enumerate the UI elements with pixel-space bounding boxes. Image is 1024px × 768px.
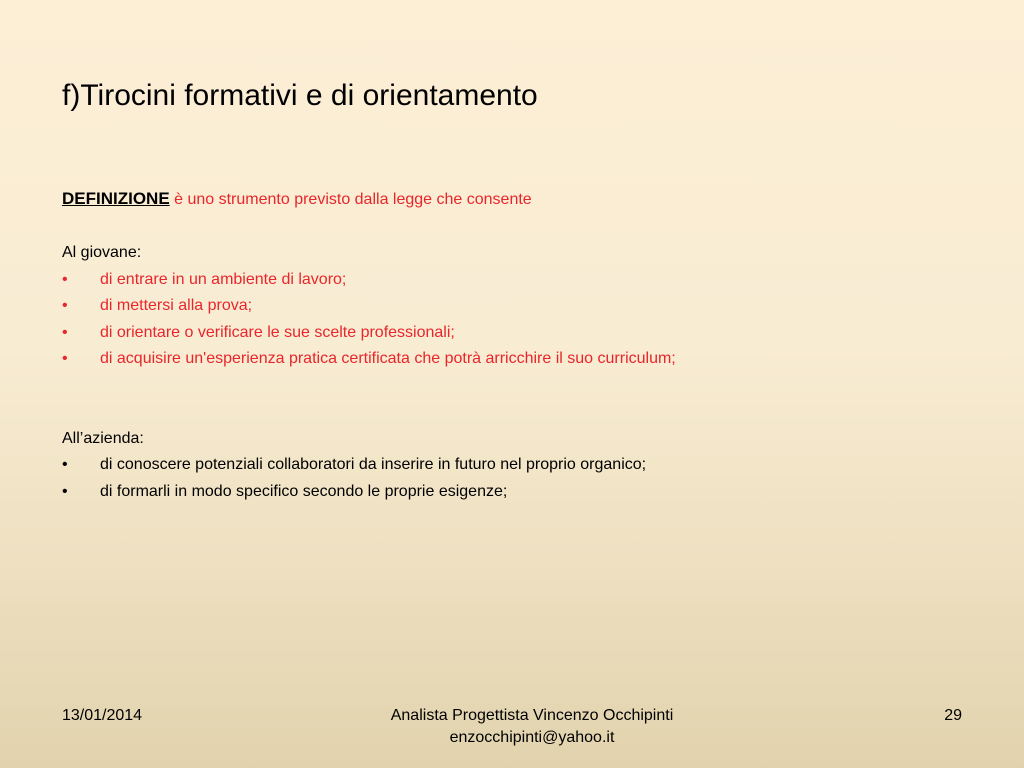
bullet-icon: • (62, 456, 68, 473)
list-item-text: di orientare o verificare le sue scelte professionali; (100, 323, 455, 341)
slide-title: f)Tirocini formativi e di orientamento (62, 79, 538, 112)
bullet-icon: • (62, 350, 68, 367)
page-number: 29 (944, 707, 962, 724)
young-section-label: Al giovane: (62, 244, 142, 261)
list-item (62, 267, 982, 294)
bullet-icon: • (62, 297, 68, 314)
spacer (62, 373, 982, 426)
footer-email: enzocchipinti@yahoo.it (449, 729, 615, 746)
spacer (62, 214, 982, 241)
company-section-label: All’azienda: (62, 429, 144, 447)
bullet-icon: • (62, 270, 68, 288)
list-item (62, 452, 982, 479)
footer-date: 13/01/2014 (62, 707, 143, 724)
list-item-text: di conoscere potenziali collaboratori da inserire in futuro nel proprio organico; (100, 456, 647, 473)
slide-body (62, 186, 982, 505)
definition-line (62, 186, 982, 214)
list-item (62, 320, 982, 347)
list-item (62, 479, 982, 506)
footer-author-block (312, 705, 752, 749)
definition-text: è uno strumento previsto dalla legge che consente (169, 191, 532, 208)
bullet-icon: • (62, 323, 68, 341)
footer-author: Analista Progettista Vincenzo Occhipinti (390, 707, 674, 724)
list-item-text: di entrare in un ambiente di lavoro; (100, 270, 347, 288)
list-item (62, 293, 982, 320)
list-item (62, 346, 982, 373)
definition-term: DEFINIZIONE (62, 189, 170, 208)
young-bullet-list (62, 267, 982, 373)
list-item-text: di acquisire un'esperienza pratica certificata che potrà arricchire il suo curriculum; (100, 350, 676, 367)
list-item-text: di mettersi alla prova; (100, 297, 253, 314)
list-item-text: di formarli in modo specifico secondo le proprie esigenze; (100, 482, 508, 500)
bullet-icon: • (62, 482, 68, 500)
company-bullet-list (62, 452, 982, 505)
